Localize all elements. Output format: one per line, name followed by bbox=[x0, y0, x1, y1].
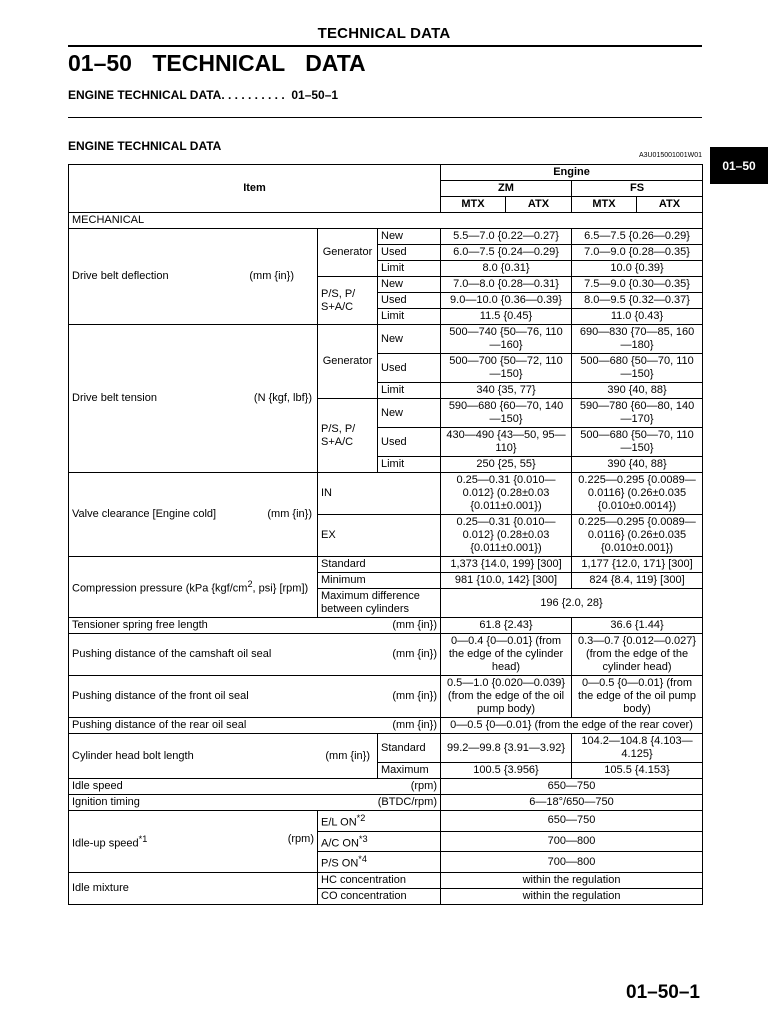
value-zm: 430—490 {43—50, 95—110} bbox=[441, 428, 572, 457]
condition-label: Standard bbox=[378, 734, 441, 763]
value-zm: 99.2—99.8 {3.91—3.92} bbox=[441, 734, 572, 763]
item-unit: (BTDC/rpm) bbox=[377, 796, 437, 808]
engine-technical-data-table bbox=[68, 164, 703, 905]
section-side-tab: 01–50 bbox=[710, 147, 768, 184]
condition-label: Used bbox=[378, 245, 441, 261]
value-fs: 8.0—9.5 {0.32—0.37} bbox=[572, 293, 703, 309]
item-label: Pushing distance of the front oil seal bbox=[72, 690, 249, 702]
value-zm: 590—680 {60—70, 140—150} bbox=[441, 399, 572, 428]
value-all: 700—800 bbox=[441, 831, 703, 852]
value-fs: 105.5 {4.153} bbox=[572, 763, 703, 779]
document-id: A3U015001001W01 bbox=[638, 152, 702, 159]
item-unit: (mm {in}) bbox=[267, 508, 312, 520]
condition-label bbox=[318, 852, 441, 873]
value-fs: 0.225—0.295 {0.0089—0.0116} (0.26±0.035 {0.010±0.001}) bbox=[572, 515, 703, 557]
footnote-mark: *3 bbox=[358, 833, 368, 844]
item-label: Pushing distance of the camshaft oil seal bbox=[72, 648, 272, 660]
header-zm-mtx: MTX bbox=[441, 197, 506, 213]
table-row bbox=[69, 872, 703, 888]
condition-label: New bbox=[378, 277, 441, 293]
item-label: Compression pressure (kPa {kgf/cm bbox=[72, 582, 248, 595]
value-fs: 824 {8.4, 119} [300] bbox=[572, 573, 703, 589]
value-all: 0—0.5 {0—0.01} (from the edge of the rear cover) bbox=[441, 718, 703, 734]
value-fs: 690—830 {70—85, 160—180} bbox=[572, 325, 703, 354]
value-fs: 500—680 {50—70, 110—150} bbox=[572, 354, 703, 383]
table-row bbox=[69, 473, 703, 515]
item-label: Cylinder head bolt length bbox=[72, 749, 194, 762]
condition-label: Used bbox=[378, 428, 441, 457]
table-row bbox=[69, 811, 703, 832]
item-unit: (mm {in}) bbox=[325, 749, 370, 762]
value-all: 650—750 bbox=[441, 779, 703, 795]
toc-rule bbox=[68, 117, 702, 118]
condition-label: Used bbox=[378, 293, 441, 309]
value-all: within the regulation bbox=[441, 888, 703, 904]
item-unit: (mm {in}) bbox=[392, 619, 437, 631]
valve-clearance-label bbox=[69, 473, 318, 557]
value-zm: 7.0—8.0 {0.28—0.31} bbox=[441, 277, 572, 293]
value-fs: 1,177 {12.0, 171} [300] bbox=[572, 557, 703, 573]
item-unit: (mm {in}) bbox=[249, 270, 294, 282]
item-label: Tensioner spring free length bbox=[72, 619, 208, 631]
value-zm: 100.5 {3.956} bbox=[441, 763, 572, 779]
header-zm-atx: ATX bbox=[506, 197, 572, 213]
value-zm: 5.5—7.0 {0.22—0.27} bbox=[441, 229, 572, 245]
condition-label: New bbox=[378, 229, 441, 245]
header-fs-mtx: MTX bbox=[572, 197, 637, 213]
item-label: Ignition timing bbox=[72, 796, 140, 808]
ignition-timing-label bbox=[69, 795, 441, 811]
item-unit: (mm {in}) bbox=[392, 690, 437, 702]
generator-label: Generator bbox=[318, 229, 378, 277]
toc-entry[interactable]: ENGINE TECHNICAL DATA. . . . . . . . . . 01–50–1 bbox=[68, 88, 339, 102]
item-unit: (mm {in}) bbox=[392, 648, 437, 660]
value-zm: 9.0—10.0 {0.36—0.39} bbox=[441, 293, 572, 309]
condition-label: Maximum difference between cylinders bbox=[318, 589, 441, 618]
condition-text: A/C ON bbox=[321, 837, 359, 850]
generator-label: Generator bbox=[318, 325, 378, 399]
value-zm: 0.25—0.31 {0.010—0.012} (0.28±0.03 {0.011±0.001}) bbox=[441, 515, 572, 557]
table-header-row bbox=[69, 165, 703, 181]
header-fs: FS bbox=[572, 181, 703, 197]
tensioner-spring-label bbox=[69, 618, 441, 634]
section-mechanical: MECHANICAL bbox=[69, 213, 703, 229]
value-fs: 7.5—9.0 {0.30—0.35} bbox=[572, 277, 703, 293]
value-zm: 500—740 {50—76, 110—160} bbox=[441, 325, 572, 354]
item-unit: (rpm) bbox=[287, 832, 314, 845]
value-fs: 0.225—0.295 {0.0089—0.0116} (0.26±0.035 {0.010±0.0014}) bbox=[572, 473, 703, 515]
value-zm: 1,373 {14.0, 199} [300] bbox=[441, 557, 572, 573]
condition-label: Used bbox=[378, 354, 441, 383]
condition-label: Minimum bbox=[318, 573, 441, 589]
value-zm: 8.0 {0.31} bbox=[441, 261, 572, 277]
value-zm: 500—700 {50—72, 110—150} bbox=[441, 354, 572, 383]
footnote-mark: *1 bbox=[138, 833, 148, 844]
condition-label: CO concentration bbox=[318, 888, 441, 904]
table-row bbox=[69, 795, 703, 811]
value-zm: 981 {10.0, 142} [300] bbox=[441, 573, 572, 589]
condition-label bbox=[318, 831, 441, 852]
condition-label: New bbox=[378, 325, 441, 354]
camshaft-oil-seal-label bbox=[69, 634, 441, 676]
value-zm: 61.8 {2.43} bbox=[441, 618, 572, 634]
section-title: 01–50 TECHNICAL DATA bbox=[68, 50, 366, 76]
item-label-tail: , psi} [rpm]) bbox=[252, 582, 309, 595]
condition-label bbox=[318, 811, 441, 832]
condition-label: Limit bbox=[378, 261, 441, 277]
value-all: 6—18°/650—750 bbox=[441, 795, 703, 811]
section-row bbox=[69, 213, 703, 229]
item-unit: (N {kgf, lbf}) bbox=[253, 392, 312, 404]
item-label: Pushing distance of the rear oil seal bbox=[72, 719, 247, 731]
table-row bbox=[69, 325, 703, 354]
drive-belt-tension-label bbox=[69, 325, 318, 473]
header-zm: ZM bbox=[441, 181, 572, 197]
value-zm: 0.5—1.0 {0.020—0.039} (from the edge of the oil pump body) bbox=[441, 676, 572, 718]
condition-label: Standard bbox=[318, 557, 441, 573]
value-zm: 0—0.4 {0—0.01} (from the edge of the cylinder head) bbox=[441, 634, 572, 676]
condition-label: Limit bbox=[378, 457, 441, 473]
header-engine: Engine bbox=[441, 165, 703, 181]
table-row bbox=[69, 676, 703, 718]
table-row bbox=[69, 718, 703, 734]
item-label: Drive belt tension bbox=[72, 392, 157, 404]
condition-label: Maximum bbox=[378, 763, 441, 779]
value-zm: 11.5 {0.45} bbox=[441, 309, 572, 325]
valve-ex-label: EX bbox=[318, 515, 441, 557]
value-all: within the regulation bbox=[441, 872, 703, 888]
table-row bbox=[69, 229, 703, 245]
running-header: TECHNICAL DATA bbox=[317, 25, 451, 42]
drive-belt-deflection-label bbox=[69, 229, 318, 325]
condition-label: HC concentration bbox=[318, 872, 441, 888]
idle-mixture-label: Idle mixture bbox=[69, 872, 318, 904]
value-zm: 0.25—0.31 {0.010—0.012} (0.28±0.03 {0.011±0.001}) bbox=[441, 473, 572, 515]
value-fs: 390 {40, 88} bbox=[572, 457, 703, 473]
value-fs: 6.5—7.5 {0.26—0.29} bbox=[572, 229, 703, 245]
table-row bbox=[69, 557, 703, 573]
header-rule bbox=[68, 45, 702, 47]
sub-title: ENGINE TECHNICAL DATA bbox=[68, 139, 222, 153]
valve-in-label: IN bbox=[318, 473, 441, 515]
footnote-mark: *4 bbox=[358, 854, 367, 865]
value-zm: 250 {25, 55} bbox=[441, 457, 572, 473]
table-row bbox=[69, 634, 703, 676]
value-all: 650—750 bbox=[441, 811, 703, 832]
value-fs: 10.0 {0.39} bbox=[572, 261, 703, 277]
item-label: Valve clearance [Engine cold] bbox=[72, 508, 217, 520]
value-fs: 104.2—104.8 {4.103—4.125} bbox=[572, 734, 703, 763]
condition-text: P/S ON bbox=[321, 857, 359, 870]
value-zm: 6.0—7.5 {0.24—0.29} bbox=[441, 245, 572, 261]
item-unit: (mm {in}) bbox=[392, 719, 437, 731]
value-fs: 7.0—9.0 {0.28—0.35} bbox=[572, 245, 703, 261]
value-fs: 390 {40, 88} bbox=[572, 383, 703, 399]
header-fs-atx: ATX bbox=[637, 197, 703, 213]
footnote-mark: *2 bbox=[356, 813, 366, 823]
value-fs: 36.6 {1.44} bbox=[572, 618, 703, 634]
idle-speed-label bbox=[69, 779, 441, 795]
item-label: Idle-up speed bbox=[72, 837, 139, 850]
value-fs: 11.0 {0.43} bbox=[572, 309, 703, 325]
condition-text: E/L ON bbox=[321, 816, 357, 829]
ps-ac-label: P/S, P/ S+A/C bbox=[318, 399, 378, 473]
value-fs: 500—680 {50—70, 110—150} bbox=[572, 428, 703, 457]
table-row bbox=[69, 734, 703, 763]
value-all: 196 {2.0, 28} bbox=[441, 589, 703, 618]
table-row bbox=[69, 779, 703, 795]
superscript: 2 bbox=[247, 579, 253, 590]
ps-ac-label: P/S, P/ S+A/C bbox=[318, 277, 378, 325]
condition-label: New bbox=[378, 399, 441, 428]
value-fs: 0.3—0.7 {0.012—0.027} (from the edge of the cylinder head) bbox=[572, 634, 703, 676]
condition-label: Limit bbox=[378, 309, 441, 325]
item-unit: (rpm) bbox=[410, 780, 437, 792]
compression-pressure-label bbox=[69, 557, 318, 618]
value-zm: 340 {35, 77} bbox=[441, 383, 572, 399]
header-item: Item bbox=[69, 165, 441, 213]
table-row bbox=[69, 618, 703, 634]
item-label: Idle speed bbox=[72, 780, 123, 792]
front-oil-seal-label bbox=[69, 676, 441, 718]
value-fs: 590—780 {60—80, 140—170} bbox=[572, 399, 703, 428]
condition-label: Limit bbox=[378, 383, 441, 399]
item-label: Drive belt deflection bbox=[72, 270, 169, 282]
page-number: 01–50–1 bbox=[626, 982, 700, 1003]
rear-oil-seal-label bbox=[69, 718, 441, 734]
cylinder-head-bolt-label bbox=[69, 734, 378, 779]
value-fs: 0—0.5 {0—0.01} (from the edge of the oil pump body) bbox=[572, 676, 703, 718]
value-all: 700—800 bbox=[441, 852, 703, 873]
idle-up-speed-label bbox=[69, 811, 318, 873]
